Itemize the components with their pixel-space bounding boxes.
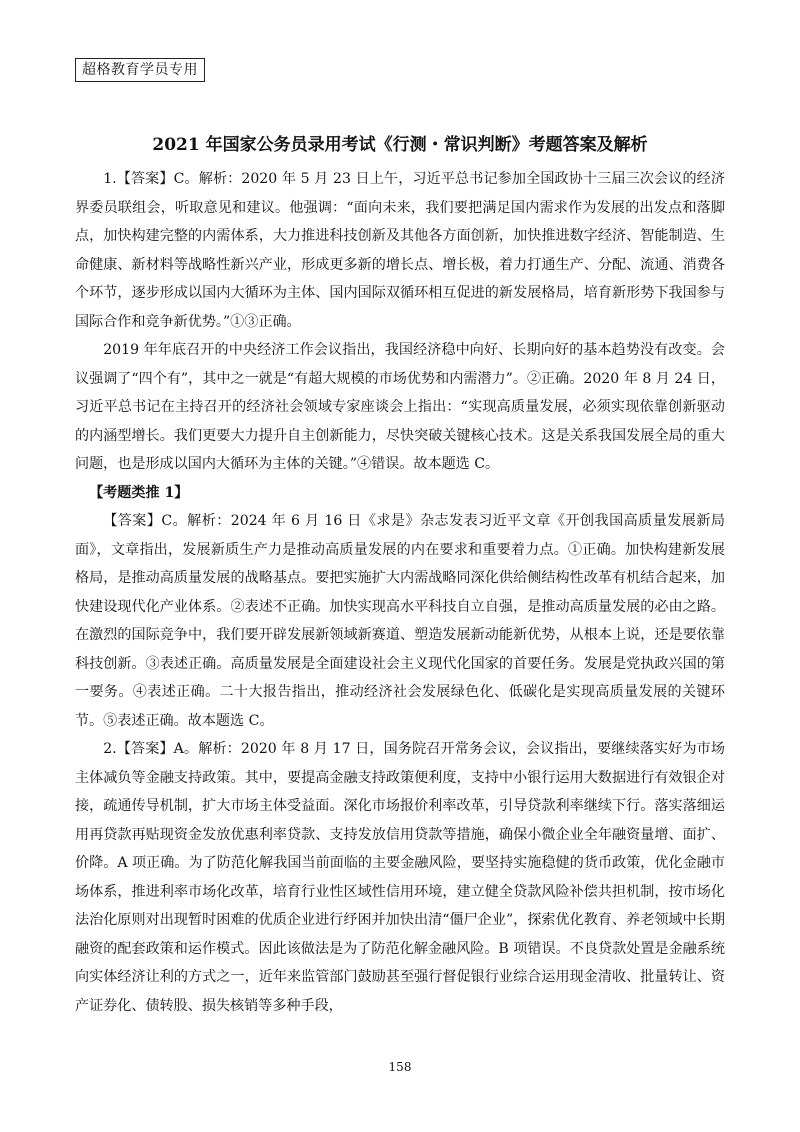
page-number: 158: [388, 1060, 412, 1074]
page-title: 2021 年国家公务员录用考试《行测・常识判断》考题答案及解析: [152, 135, 648, 155]
document-body: [75, 165, 725, 1020]
subheading-text: 【考题类推 1】: [89, 484, 189, 501]
paragraph-answer-1-continued: 2019 年年底召开的中央经济工作会议指出，我国经济稳中向好、长期向好的基本趋势没有改变。会议强调了“四个有”，其中之一就是“有超大规模的市场优势和内需潜力”。②正确。2020 年 8 月 24 日，习近平总书记在主持召开的经济社会领域专家座谈会上指出：“实现高质量发展，必须实现依靠创新驱动的内涵型增长。我们更要大力提升自主创新能力，尽快突破关键核心技术。这是关系我国发展全局的重大问题，也是形成以国内大循环为主体的关键。”④错误。故本题选 C。: [75, 342, 725, 472]
paragraph-answer-2: 2.【答案】A。解析：2020 年 8 月 17 日，国务院召开常务会议，会议指出，要继续落实好为市场主体减负等金融支持政策。其中，要提高金融支持政策便利度，支持中小银行运用大数据进行有效银企对接，疏通传导机制，扩大市场主体受益面。深化市场报价利率改革，引导贷款利率继续下行。落实落细运用再贷款再贴现资金发放优惠利率贷款、支持发放信用贷款等措施，确保小微企业全年融资量增、面扩、价降。A 项正确。为了防范化解我国当前面临的主要金融风险，要坚持实施稳健的货币政策，优化金融市场体系，推进利率市场化改革，培育行业性区域性信用环境，建立健全贷款风险补偿共担机制，按市场化法治化原则对出现暂时困难的优质企业进行纾困并加快出清“僵尸企业”，探索优化教育、养老领域中长期融资的配套政策和运作模式。因此该做法是为了防范化解金融风险。B 项错误。不良贷款处置是金融系统向实体经济让利的方式之一，近年来监管部门鼓励甚至强行督促银行业综合运用现金清收、批量转让、资产证券化、债转股、损失核销等多种手段，: [75, 741, 725, 1014]
header-label: 超格教育学员专用: [75, 58, 205, 82]
section-subheading: [75, 479, 725, 508]
paragraph-answer-1: 1.【答案】C。解析：2020 年 5 月 23 日上午，习近平总书记参加全国政协十三届三次会议的经济界委员联组会，听取意见和建议。他强调：“面向未来，我们要把满足国内需求作为发展的出发点和落脚点，加快构建完整的内需体系，大力推进科技创新及其他各方面创新，加快推进数字经济、智能制造、生命健康、新材料等战略性新兴产业，形成更多新的增长点、增长极，着力打通生产、分配、流通、消费各个环节，逐步形成以国内大循环为主体、国内国际双循环相互促进的新发展格局，培育新形势下我国参与国际合作和竞争新优势。”①③正确。: [75, 171, 725, 330]
paragraph-analogy-1: 【答案】C。解析：2024 年 6 月 16 日《求是》杂志发表习近平文章《开创我国高质量发展新局面》，文章指出，发展新质生产力是推动高质量发展的内在要求和重要着力点。①正确。加快构建新发展格局，是推动高质量发展的战略基点。要把实施扩大内需战略同深化供给侧结构性改革有机结合起来，加快建设现代化产业体系。②表述不正确。加快实现高水平科技自立自强，是推动高质量发展的必由之路。在激烈的国际竞争中，我们要开辟发展新领域新赛道、塑造发展新动能新优势，从根本上说，还是要依靠科技创新。③表述正确。高质量发展是全面建设社会主义现代化国家的首要任务。发展是党执政兴国的第一要务。④表述正确。二十大报告指出，推动经济社会发展绿色化、低碳化是实现高质量发展的关键环节。⑤表述正确。故本题选 C。: [75, 513, 725, 729]
